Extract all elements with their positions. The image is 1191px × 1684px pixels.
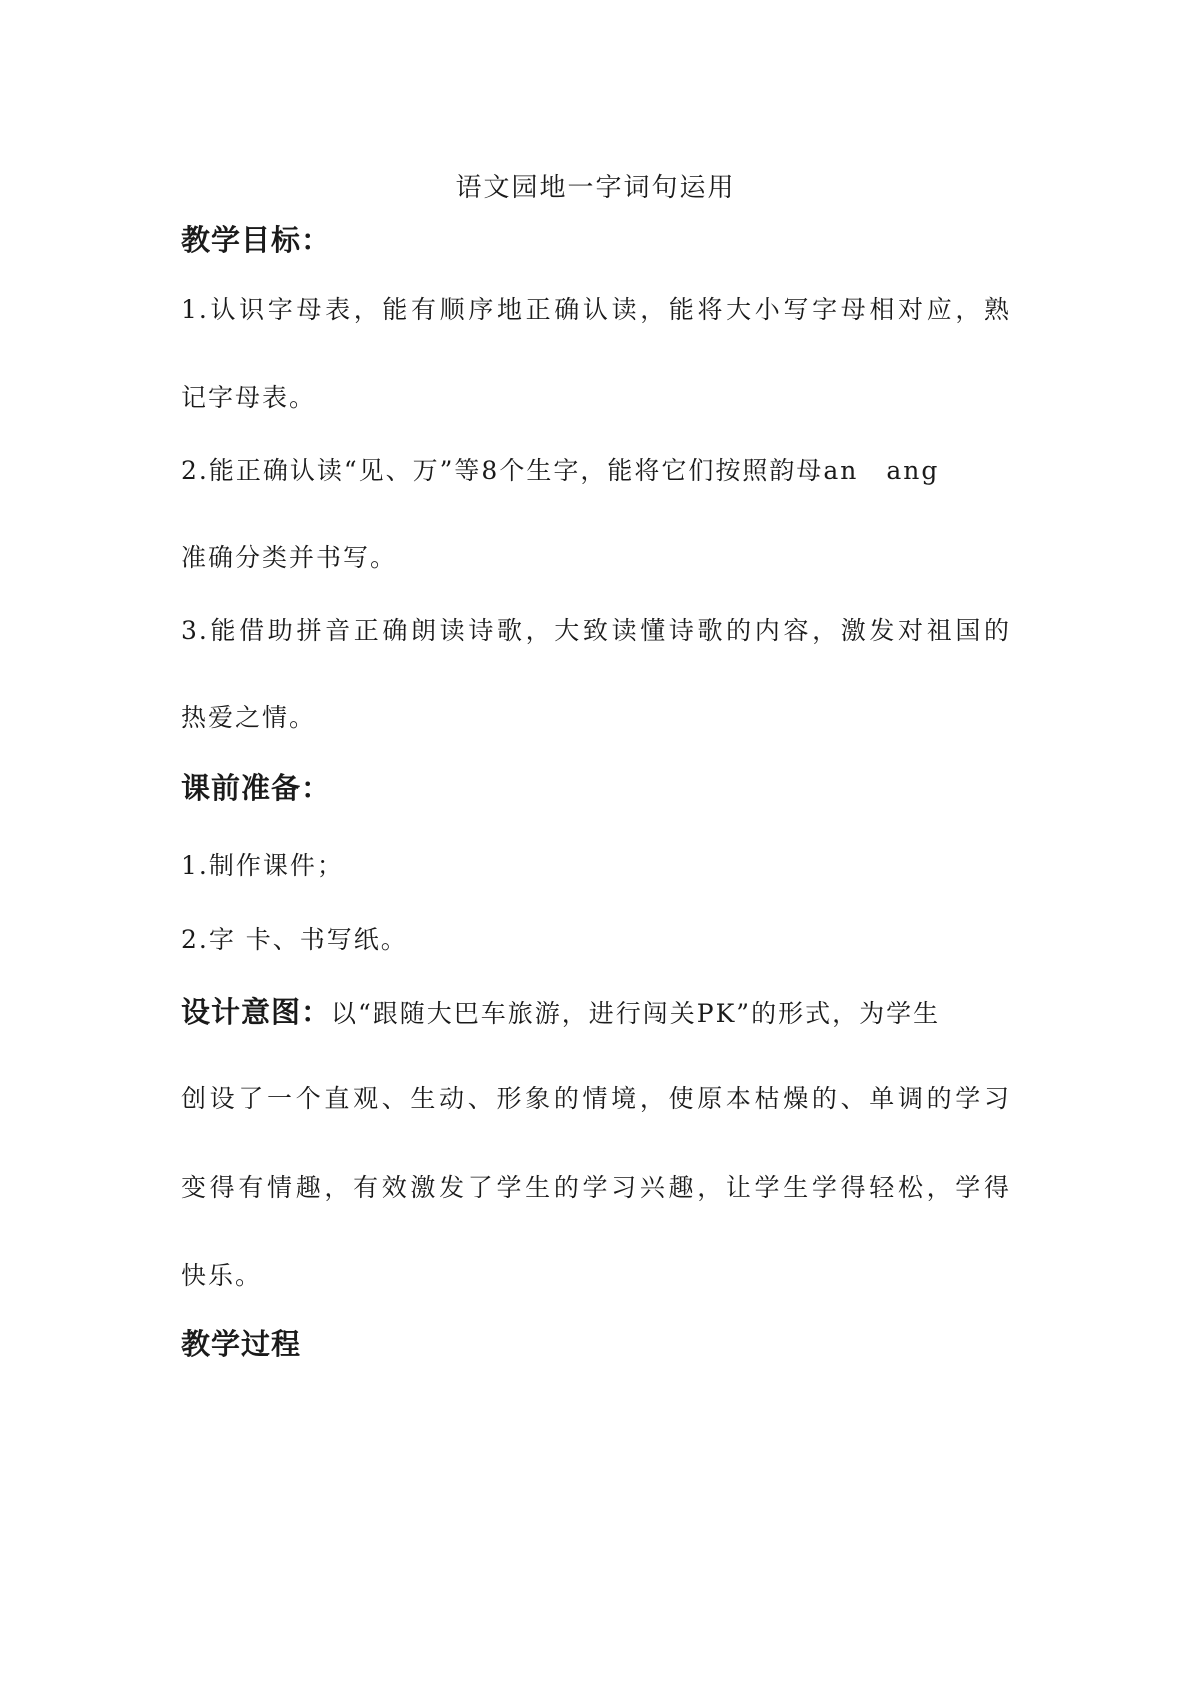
heading-lesson-prep: 课前准备： xyxy=(181,771,332,805)
goal-2-line-1-ang: ang xyxy=(886,456,940,485)
goal-2-line-2: 准确分类并书写。 xyxy=(181,543,398,572)
document-title: 语文园地一字词句运用 xyxy=(455,173,736,203)
design-intent-line-4: 快乐。 xyxy=(181,1261,263,1290)
design-intent-text-1: 以“跟随大巴车旅游，进行闯关PK”的形式，为学生 xyxy=(331,999,941,1028)
prep-item-2: 2.字 卡、书写纸。 xyxy=(181,925,408,954)
goal-3-line-1: 3.能借助拼音正确朗读诗歌，大致读懂诗歌的内容，激发对祖国的 xyxy=(181,616,1011,645)
design-intent-line-3: 变得有情趣，有效激发了学生的学习兴趣，让学生学得轻松，学得 xyxy=(181,1173,1011,1202)
design-intent-line-2: 创设了一个直观、生动、形象的情境，使原本枯燥的、单调的学习 xyxy=(181,1084,1011,1113)
goal-3-line-2: 热爱之情。 xyxy=(181,703,317,732)
goal-2-line-1 xyxy=(181,453,939,489)
goal-1-line-1: 1.认识字母表，能有顺序地正确认读，能将大小写字母相对应，熟 xyxy=(181,295,1011,324)
goal-1-line-2: 记字母表。 xyxy=(181,383,317,412)
design-intent-line-1 xyxy=(181,994,940,1032)
heading-teaching-goals: 教学目标： xyxy=(181,223,332,257)
heading-teaching-process: 教学过程 xyxy=(181,1327,302,1361)
goal-2-line-1-text: 2.能正确认读“见、万”等8个生字，能将它们按照韵母an xyxy=(181,456,859,485)
prep-item-1: 1.制作课件； xyxy=(181,851,344,880)
heading-design-intent: 设计意图： xyxy=(181,995,332,1029)
